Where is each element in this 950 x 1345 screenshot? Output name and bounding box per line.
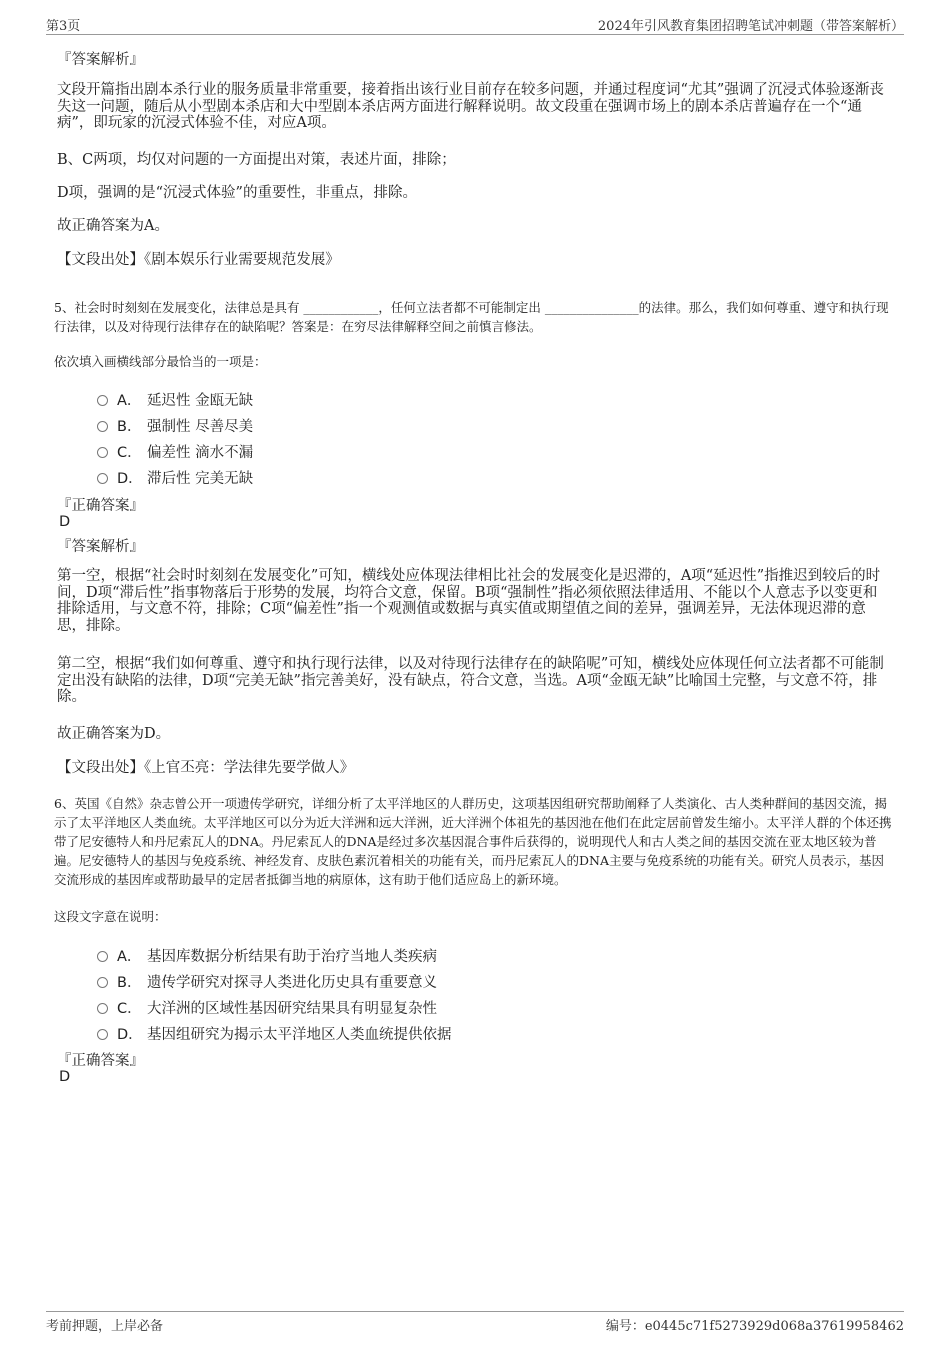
q5-option-c[interactable]: C． 偏差性 滴水不漏 [97, 441, 253, 461]
radio-icon[interactable] [97, 1003, 108, 1014]
page-footer [46, 1311, 904, 1334]
q5-correct-answer: D [59, 514, 71, 530]
q6-option-a[interactable]: A． 基因库数据分析结果有助于治疗当地人类疾病 [97, 945, 437, 965]
footer-slogan: 考前押题，上岸必备 [46, 1319, 164, 1334]
q4-analysis-paragraph-1: 文段开篇指出剧本杀行业的服务质量非常重要，接着指出该行业目前存在较多问题，并通过程度词“尤其”强调了沉浸式体验逐渐丧失这一问题，随后从小型剧本杀店和大中型剧本杀店两方面进行解释说明。故文段重在强调市场上的剧本杀店普遍存在一个“通病”，即玩家的沉浸式体验不佳，对应A项。 [57, 82, 884, 131]
document-title: 2024年引风教育集团招聘笔试冲刺题（带答案解析） [597, 19, 904, 34]
q6-option-d[interactable]: D． 基因组研究为揭示太平洋地区人类血统提供依据 [97, 1023, 452, 1043]
q6-correct-label: 『正确答案』 [57, 1053, 144, 1069]
radio-icon[interactable] [97, 951, 108, 962]
page-header [46, 14, 904, 35]
q5-conclusion: 故正确答案为D。 [57, 726, 171, 742]
page-number: 第3页 [46, 19, 81, 34]
radio-icon[interactable] [97, 1029, 108, 1040]
q4-analysis-label: 『答案解析』 [57, 52, 144, 68]
radio-icon[interactable] [97, 395, 108, 406]
radio-icon[interactable] [97, 977, 108, 988]
q5-stem: 5、社会时时刻刻在发展变化，法律总是具有 ____________，任何立法者都不可能制定出 _______________的法律。那么，我们如何尊重、遵守和执行现行法律，以及对待现行法律存在的缺陷呢？答案是：在穷尽法律解释空间之前慎言修法。 [54, 300, 889, 334]
q4-conclusion: 故正确答案为A。 [57, 218, 169, 234]
q6-option-b[interactable]: B． 遗传学研究对探寻人类进化历史具有重要意义 [97, 971, 437, 991]
q6-option-c[interactable]: C． 大洋洲的区域性基因研究结果具有明显复杂性 [97, 997, 437, 1017]
q5-option-b[interactable]: B． 强制性 尽善尽美 [97, 415, 253, 435]
q5-analysis-paragraph-1: 第一空，根据“社会时时刻刻在发展变化”可知，横线处应体现法律相比社会的发展变化是迟滞的，A项“延迟性”指推迟到较后的时间，D项“滞后性”指事物落后于形势的发展，均符合文意，保留。B项“强制性”指必须依照法律适用、不能以个人意志予以变更和排除适用，与文意不符，排除；C项“偏差性”指一个观测值或数据与真实值或期望值之间的差异，强调差异，无法体现迟滞的意思，排除。 [57, 568, 881, 634]
q4-analysis-paragraph-2: B、C两项，均仅对问题的一方面提出对策，表述片面，排除； [57, 152, 456, 168]
q4-analysis-paragraph-3: D项，强调的是“沉浸式体验”的重要性，非重点，排除。 [57, 185, 417, 201]
q5-prompt: 依次填入画横线部分最恰当的一项是： [54, 354, 267, 369]
q4-source: 【文段出处】《剧本娱乐行业需要规范发展》 [57, 252, 340, 268]
q6-stem: 6、英国《自然》杂志曾公开一项遗传学研究，详细分析了太平洋地区的人群历史，这项基因组研究帮助阐释了人类演化、古人类种群间的基因交流，揭示了太平洋地区人类血统。太平洋地区可以分为近大洋洲和远大洋洲，近大洋洲个体祖先的基因池在他们在此定居前曾发生缩小。太平洋人群的个体还携带了尼安德特人和丹尼索瓦人的DNA。丹尼索瓦人的DNA是经过多次基因混合事件后获得的，说明现代人和古人类之间的基因交流在亚太地区较为普遍。尼安德特人的基因与免疫系统、神经发育、皮肤色素沉着相关的功能有关，而丹尼索瓦人的DNA主要与免疫系统的功能有关。研究人员表示，基因交流形成的基因库或帮助最早的定居者抵御当地的病原体，这有助于他们适应岛上的新环境。 [54, 796, 892, 887]
q6-prompt: 这段文字意在说明： [54, 909, 167, 924]
q5-option-a[interactable]: A． 延迟性 金瓯无缺 [97, 389, 253, 409]
radio-icon[interactable] [97, 421, 108, 432]
document-serial: 编号：e0445c71f5273929d068a37619958462 [605, 1319, 904, 1334]
q5-source: 【文段出处】《上官丕亮：学法律先要学做人》 [57, 760, 355, 776]
q5-analysis-label: 『答案解析』 [57, 539, 144, 555]
q6-correct-answer: D [59, 1069, 71, 1085]
radio-icon[interactable] [97, 447, 108, 458]
radio-icon[interactable] [97, 473, 108, 484]
q5-option-d[interactable]: D． 滞后性 完美无缺 [97, 467, 253, 487]
q5-correct-label: 『正确答案』 [57, 498, 144, 514]
q5-analysis-paragraph-2: 第二空，根据“我们如何尊重、遵守和执行现行法律，以及对待现行法律存在的缺陷呢”可知，横线处应体现任何立法者都不可能制定出没有缺陷的法律，D项“完美无缺”指完善美好，没有缺点，符合文意，当选。A项“金瓯无缺”比喻国土完整，与文意不符，排除。 [57, 656, 884, 705]
